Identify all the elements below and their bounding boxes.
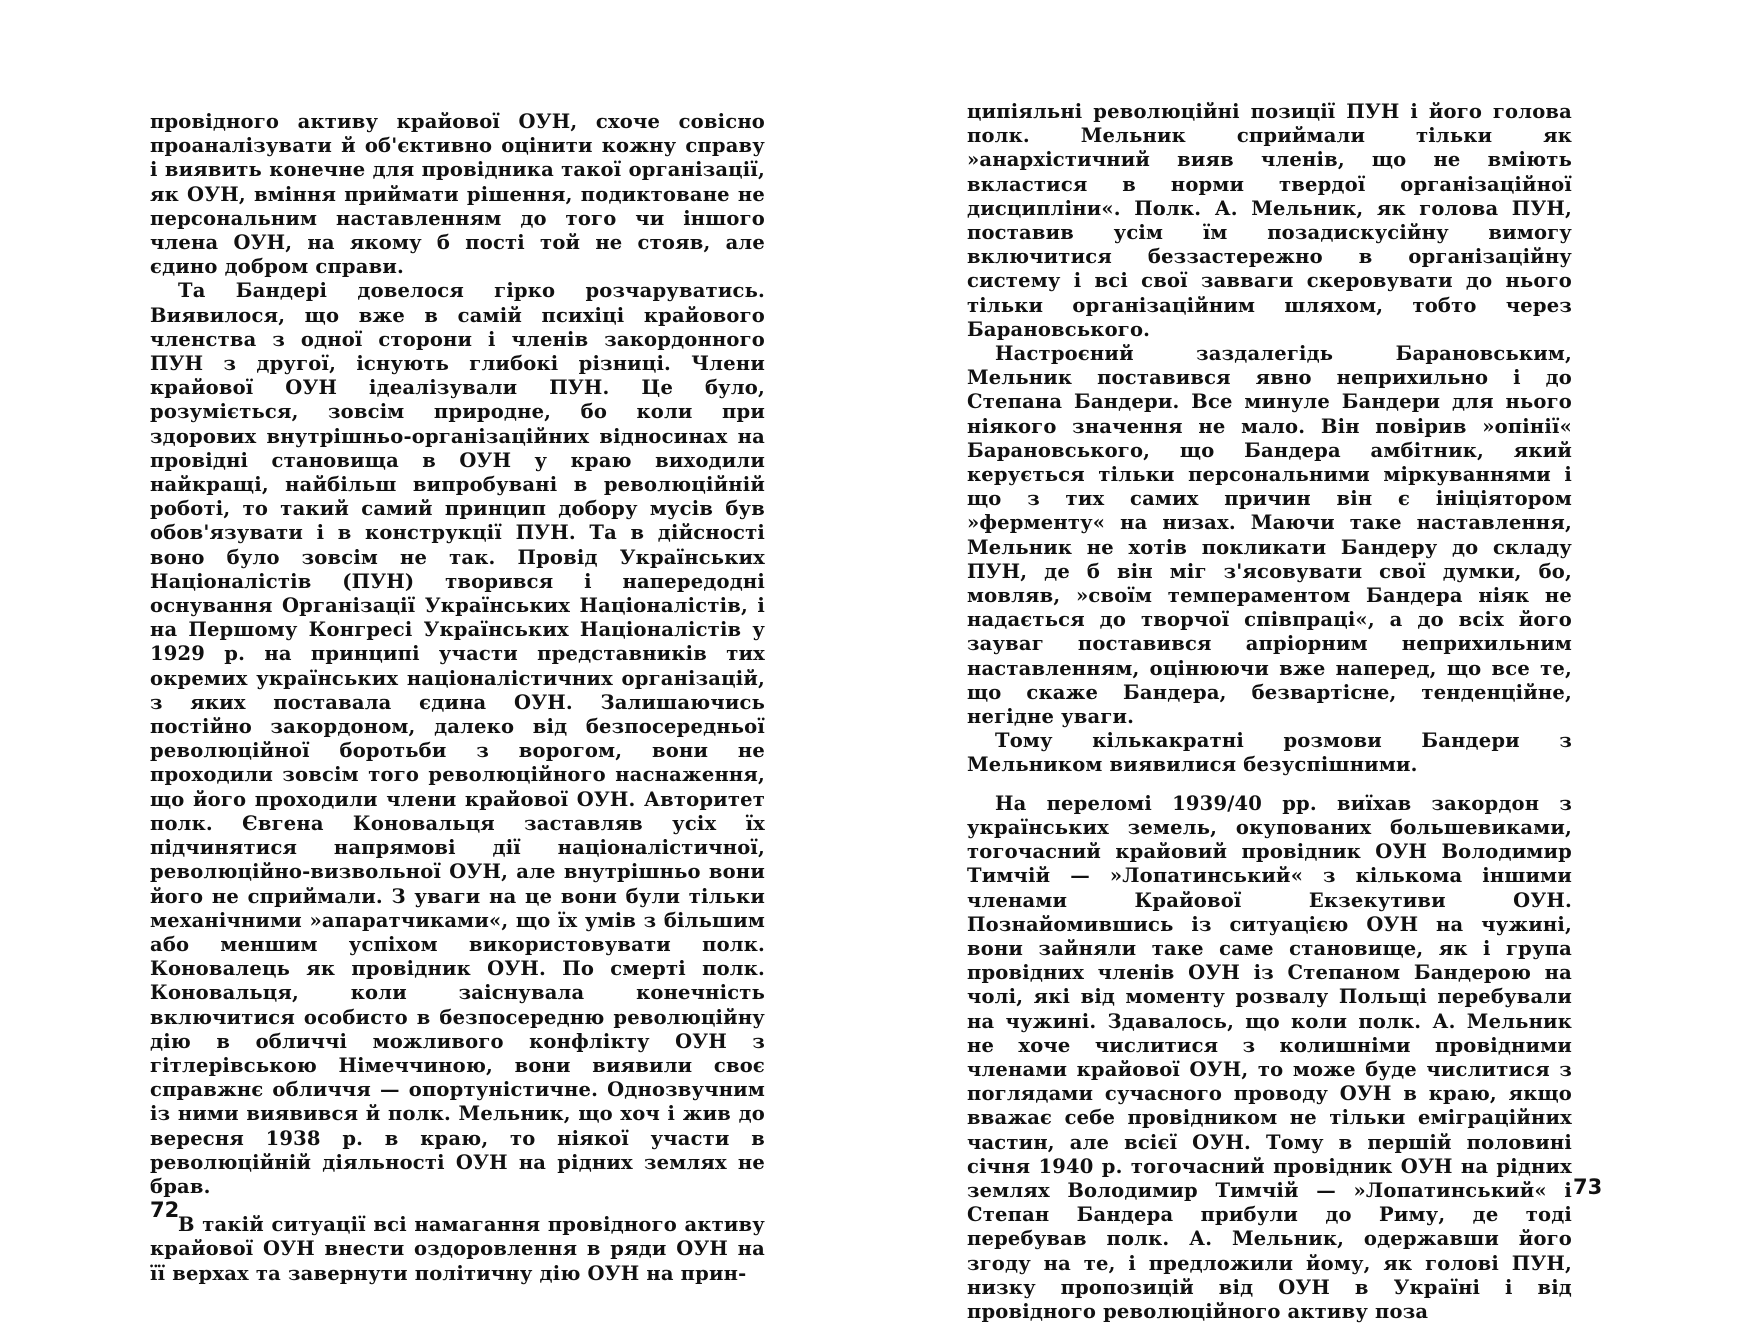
paragraph: На переломі 1939/40 рр. виїхав закордон з українських земель, окупованих большевиками, тогочасний крайовий провідник ОУН Володимир Тимчій — »Лопатинський« з кількома іншими членами Крайової Екзекутиви ОУН. Познайомившись із ситуацією ОУН на чужині, вони зайняли таке саме становище, як і група провідних членів ОУН із Степаном Бандерою на чолі, які від моменту розвалу Польщі перебували на чужині. Здавалось, що коли полк. А. Мельник не хоче числитися з колишніми провідними членами крайової ОУН, то може буде числитися з поглядами сучасного проводу ОУН в краю, якщо вважає себе провідником не тільки еміграційних частин, але всієї ОУН. Тому в першій половині січня 1940 р. тогочасний провідник ОУН на рідних землях Володимир Тимчій — »Лопатинський« і Степан Бандера прибули до Риму, де тоді перебував полк. А. Мельник, одержавши його згоду на те, і предложили йому, як голові ПУН, низку пропозицій від ОУН в Україні і від провідного революційного активу поза	[967, 791, 1572, 1323]
paragraph: Та Бандері довелося гірко розчаруватись. Виявилося, що вже в самій психіці крайового членства з одної сторони і членів закордонного ПУН з другої, існують глибокі різниці. Члени крайової ОУН ідеалізували ПУН. Це було, розуміється, зовсім природне, бо коли при здорових внутрішньо-організаційних відносинах на провідні становища в ОУН у краю виходили найкращі, найбільш випробувані в революційній роботі, то такий самий принцип добору мусів був обов'язувати і в конструкції ПУН. Та в дійсності воно було зовсім не так. Провід Українських Націоналістів (ПУН) творився і напередодні оснування Організації Українських Націоналістів, і на Першому Конгресі Українських Націоналістів у 1929 р. на принципі участи представників тих окремих українських націоналістичних організацій, з яких поставала єдина ОУН. Залишаючись постійно закордоном, далеко від безпосередньої революційної боротьби з ворогом, вони не проходили зовсім того революційного наснаження, що його проходили члени крайової ОУН. Авторитет полк. Євгена Коновальця заставляв усіх їх підчинятися напрямові дії націоналістичної, революційно-визвольної ОУН, але внутрішньо вони його не сприймали. З уваги на це вони були тільки механічними »апаратчиками«, що їх умів з більшим або меншим успіхом використовувати полк. Коновалець як провідник ОУН. По смерті полк. Коновальця, коли заіснувала конечність включитися особисто в безпосередню революційну дію в обличчі можливого конфлікту ОУН з гітлерівською Німеччиною, вони виявили своє справжнє обличчя — опортуністичне. Однозвучним із ними виявився й полк. Мельник, що хоч і жив до вересня 1938 р. в краю, то ніякої участи в революційній діяльності ОУН на рідних землях не брав.	[150, 279, 765, 1198]
right-text-column	[967, 100, 1572, 1324]
right-page	[877, 0, 1754, 1323]
paragraph: провідного активу крайової ОУН, схоче совісно проаналізувати й об'єктивно оцінити кожну справу і виявить конечне для провідника такої організації, як ОУН, вміння приймати рішення, подиктоване не персональним наставленням до того чи іншого члена ОУН, на якому б пості той не стояв, але єдино добром справи.	[150, 110, 765, 279]
paragraph: В такій ситуації всі намагання провідного активу крайової ОУН внести оздоровлення в ряди ОУН на її верхах та завернути політичну дію ОУН на прин-	[150, 1213, 765, 1285]
paragraph: Тому кількакратні розмови Бандери з Мельником виявилися безуспішними.	[967, 729, 1572, 777]
left-page	[0, 0, 877, 1285]
page-number: 72	[150, 1198, 180, 1222]
paragraph: Настроєний заздалегідь Барановським, Мельник поставився явно неприхильно і до Степана Бандери. Все минуле Бандери для нього ніякого значення не мало. Він повірив »опінії« Барановського, що Бандера амбітник, який керується тільки персональними міркуваннями і що з тих самих причин він є ініціятором »ферменту« на низах. Маючи таке наставлення, Мельник не хотів покликати Бандеру до складу ПУН, де б він міг з'ясовувати свої думки, бо, мовляв, »своїм темпераментом Бандера ніяк не надається до творчої співпраці«, а до всіх його зауваг поставився апріорним неприхильним наставленням, оцінюючи вже наперед, що все те, що скаже Бандера, безвартісне, тенденційне, негідне уваги.	[967, 342, 1572, 729]
page-number: 73	[1573, 1175, 1603, 1199]
paragraph: ципіяльні революційні позиції ПУН і його голова полк. Мельник сприймали тільки як »анархістичний вияв членів, що не вміють вкластися в норми твердої організаційної дисципліни«. Полк. А. Мельник, як голова ПУН, поставив усім їм позадискусійну вимогу включитися беззастережно в організаційну систему і всі свої завваги скеровувати до нього тільки організаційним шляхом, тобто через Барановського.	[967, 100, 1572, 341]
left-text-column	[150, 110, 765, 1286]
